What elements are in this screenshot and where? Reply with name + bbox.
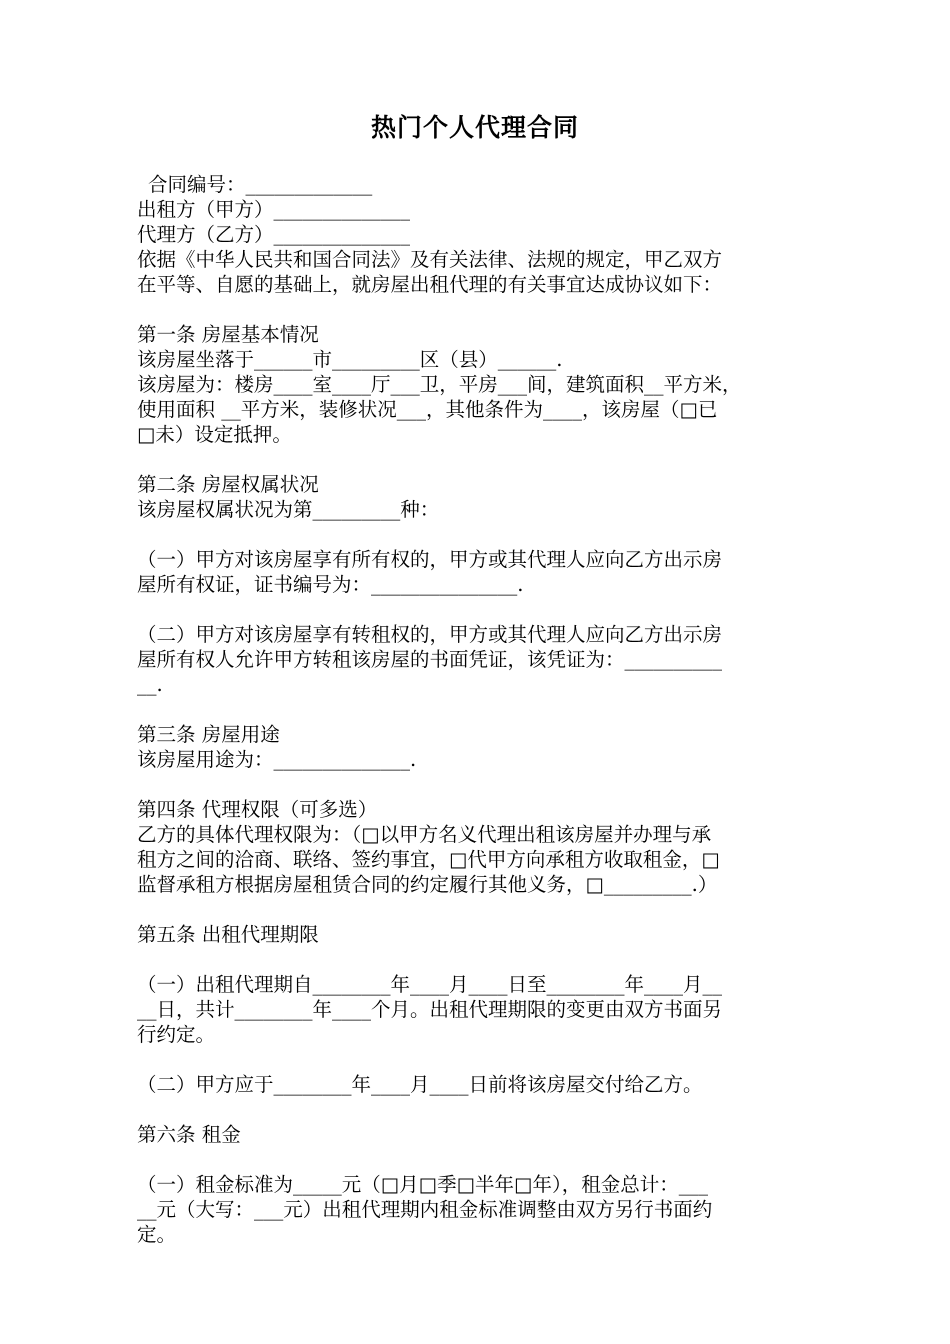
text-line: 该房屋权属状况为第_________种： — [137, 498, 440, 521]
text-line: 依据《中华人民共和国合同法》及有关法律、法规的规定，甲乙双方 — [137, 248, 723, 271]
text-line: 使用面积 __平方米，装修状况___，其他条件为____，该房屋（□已 — [137, 398, 718, 421]
text-line: 第四条 代理权限（可多选） — [137, 798, 378, 821]
text-line: 屋所有权证，证书编号为：_______________. — [137, 573, 524, 596]
text-line: 定。 — [137, 1223, 177, 1246]
blank-line — [137, 1097, 817, 1122]
blank-line — [137, 1047, 817, 1072]
text-line: __日，共计________年____个月。出租代理期限的变更由双方书面另 — [137, 998, 723, 1021]
blank-line — [137, 697, 817, 722]
blank-line — [137, 597, 817, 622]
text-line: 在平等、自愿的基础上，就房屋出租代理的有关事宜达成协议如下： — [137, 273, 723, 296]
text-line: 行约定。 — [137, 1023, 216, 1046]
text-line: □未）设定抵押。 — [137, 423, 292, 446]
text-line: 该房屋坐落于______市_________区（县）______. — [137, 348, 563, 371]
blank-line — [137, 947, 817, 972]
blank-line — [137, 297, 817, 322]
text-line: （二）甲方应于________年____月____日前将该房屋交付给乙方。 — [137, 1073, 703, 1096]
text-line: __. — [137, 673, 163, 696]
text-line: （一）租金标准为_____元（□月□季□半年□年），租金总计：___ — [137, 1173, 708, 1196]
text-line: 第三条 房屋用途 — [137, 723, 280, 746]
text-line: 该房屋用途为：______________. — [137, 748, 417, 771]
text-line: 该房屋为：楼房____室____厅___卫，平房___间，建筑面积__平方米， — [137, 373, 742, 396]
text-line: 合同编号：_____________ — [148, 173, 373, 196]
text-line: （一）出租代理期自________年____月____日至________年____月__ — [137, 973, 723, 996]
document-title: 热门个人代理合同 — [370, 113, 579, 142]
text-line: 第六条 租金 — [137, 1123, 241, 1146]
text-line: （二）甲方对该房屋享有转租权的，甲方或其代理人应向乙方出示房 — [137, 623, 723, 646]
text-line: （一）甲方对该房屋享有所有权的，甲方或其代理人应向乙方出示房 — [137, 548, 723, 571]
text-line: 第二条 房屋权属状况 — [137, 473, 319, 496]
blank-line — [137, 1147, 817, 1172]
text-line: 代理方（乙方）______________ — [137, 223, 411, 246]
text-line: 租方之间的洽商、联络、签约事宜，□代甲方向承租方收取租金，□ — [137, 848, 720, 871]
text-line: 乙方的具体代理权限为：（□以甲方名义代理出租该房屋并办理与承 — [137, 823, 712, 846]
blank-line — [137, 522, 817, 547]
text-line: 监督承租方根据房屋租赁合同的约定履行其他义务，□_________.） — [137, 873, 718, 896]
blank-line — [137, 447, 817, 472]
blank-line — [137, 897, 817, 922]
text-line: 屋所有权人允许甲方转租该房屋的书面凭证，该凭证为：__________ — [137, 648, 723, 671]
text-line: 出租方（甲方）______________ — [137, 198, 411, 221]
text-line: 第五条 出租代理期限 — [137, 923, 319, 946]
document-body — [137, 172, 817, 1247]
text-line: __元（大写：___元）出租代理期内租金标准调整由双方另行书面约 — [137, 1198, 713, 1221]
text-line: 第一条 房屋基本情况 — [137, 323, 319, 346]
blank-line — [137, 772, 817, 797]
